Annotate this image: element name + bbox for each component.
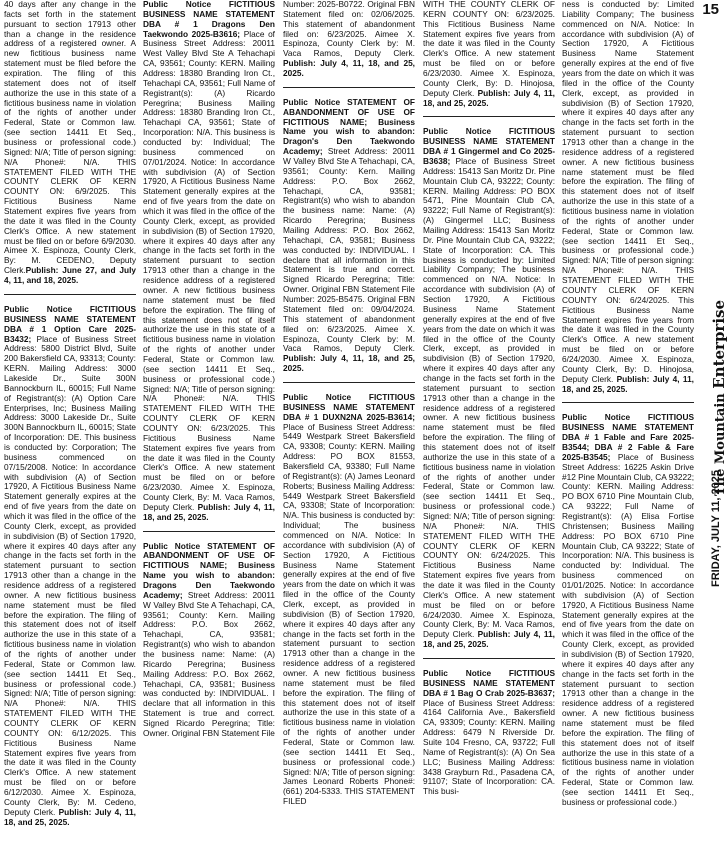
legal-notice [143, 0, 275, 523]
notice-body: Street Address: 20011 W Valley Blvd Ste A Tehachapi, CA, 93561; County: Kern. Mailing Address: P.O. Box 2662, Tehachapi, CA, 93581; Registrant(s) who wish to abandon the business name: Name: (A) Ricardo Peregrina; Business Mailing Address: P.O. Box 2662, Tehachapi, CA, 93581; Business was conducted by: INDIVIDUAL. I declare that all information in this Statement is true and correct. Signed Ricardo Peregrina; Title: Owner. Original FBN Statement File Number: 2025-B5475. Original FBN Statement filed on: 09/04/2024. This statement of abandonment filed on: 6/23/2025. Aimee X. Espinoza, County Clerk by: M. Vaca Ramos, Deputy Clerk. [283, 146, 415, 354]
notice-body: Street Address: 20011 W Valley Blvd Ste A Tehachapi, CA, 93561; County: Kern. Mailing Address: P.O. Box 2662, Tehachapi, CA, 93581; Registrant(s) who wish to abandon the business name: Name: (A) Ricardo Peregrina; Business Mailing Address: P.O. Box 2662, Tehachapi, CA, 93581; Business was conducted by: INDIVIDUAL. I declare that all information in this Statement is true and correct. Signed Ricardo Peregrina; Title: Owner. Original FBN Statement File [143, 589, 275, 738]
notice-continuation [562, 0, 694, 394]
notice-column [562, 0, 694, 852]
legal-notice [143, 542, 275, 739]
notice-column [143, 0, 275, 852]
publish-dates: Publish: July 4, 11, 18, and 25, 2025. [283, 58, 415, 79]
notice-body: Place of Business Street Address: 5800 District Blvd, Suite 200 Bakersfield CA, 93313; County: KERN. Mailing Address: 3000 Lakeside Dr., Suite 300N Bannockburn IL, 60015; Full Name of Registrant(s): (A) Option Care Enterprises, Inc; Business Mailing Address: 3000 Lakeside Dr., Suite 300N Bannockburn IL, 60015; State of Incorporation: DE. This business is conducted by: Corporation; The business commenced on 07/15/2008. Notice: In accordance with subdivision (A) of Section 17920, A Fictitious Business Name Statement generally expires at the end of five years from the date on which it was filed in the office of the County Clerk, except, as provided in subdivision (B) of Section 17920, where it expires 40 days after any change in the facts set forth in the statement pursuant to section 17913 other than a change in the residence address of a registered owner. A new fictitious business name statement must be filed before the expiration. The filing of this statement does not of itself authorize the use in this state of a fictitious business name in violation of the rights of another under Federal, State or Common law. (see section 14411 Et Seq., business or professional code.) Signed: N/A; Title of person signing: N/A Phone#: N/A. THIS STATEMENT FILED WITH THE COUNTY CLERK OF KERN COUNTY ON: 6/12/2025. This Fictitious Business Name Statement expires five years from the date it was filed in the County Clerk's Office. A new statement must be filed on or before 6/12/2030. Aimee X. Espinoza, County Clerk, By: M. Cedeno, Deputy Clerk. [4, 333, 136, 817]
notice-body: ness is conducted by: Limited Liability Company; The business commenced on N/A. Notice: In accordance with subdivision (A) of Section 17920, A Fictitious Business Name Statement generally expires at the end of five years from the date on which it was filed in the office of the County Clerk, except, as provided in subdivision (B) of Section 17920, where it expires 40 days after any change in the facts set forth in the statement pursuant to section 17913 other than a change in the residence address of a registered owner. A new fictitious business name statement must be filed before the expiration. The filing of this statement does not of itself authorize the use in this state of a fictitious business name in violation of the rights of another under Federal, State or Common law. (see section 14411 Et Seq., business or professional code.) Signed: N/A; Title of person signing: N/A Phone#: N/A. THIS STATEMENT FILED WITH THE COUNTY CLERK OF KERN COUNTY ON: 6/24/2025. This Fictitious Business Name Statement expires five years from the date it was filed in the County Clerk's Office. A new statement must be filed on or before 6/24/2030. Aimee X. Espinoza, County Clerk, By: D. Hinojosa, Deputy Clerk. [562, 0, 694, 384]
notice-heading: Public Notice STATEMENT OF ABANDONMENT OF USE OF FICTITIOUS NAME; Business Name you wish to abandon: Dragon's Den Taekwondo Academy; [283, 96, 415, 157]
notice-heading: Public Notice FICTITIOUS BUSINESS NAME STATEMENT DBA # 1 Fable and Fare 2025-B3544; DBA # 2 Fable & Fare 2025-B3545; [562, 412, 694, 462]
notice-column [283, 0, 415, 852]
notice-column [423, 0, 555, 852]
notice-heading: Public Notice STATEMENT OF ABANDONMENT OF USE OF FICTITIOUS NAME; Business Name you wish to abandon: Dragons Den Taekwondo Academy; [143, 540, 275, 600]
newspaper-masthead [710, 300, 728, 496]
masthead-main: Enterprise [710, 299, 728, 389]
notice-divider [423, 116, 555, 117]
notice-divider [562, 402, 694, 403]
notice-body: Place of Business Street Address: 20011 West Valley Blvd Ste A Tehachapi CA, 93561; County: KERN. Mailing Address: 18380 Branding Iron Ct., Tehachapi CA, 93561; Full Name of Registrant(s): (A) Ricardo Peregrina; Business Mailing Address: 18380 Branding Iron Ct., Tehachapi CA, 93561; State of Incorporation: N/A. This business is conducted by: Individual; The business commenced on 07/01/2024. Notice: In accordance with subdivision (A) of Section 17920, A Fictitious Business Name Statement generally expires at the end of five years from the date on which it was filed in the office of the County Clerk, except, as provided in subdivision (B) of Section 17920, where it expires 40 days after any change in the facts set forth in the statement pursuant to section 17913 other than a change in the residence address of a registered owner. A new fictitious business name statement must be filed before the expiration. The filing of this statement does not of itself authorize the use in this state of a fictitious business name in violation of the rights of another under Federal, State or Common law. (see section 14411 Et Seq., business or professional code.) Signed: N/A; Title of person signing: N/A Phone#: N/A. THIS STATEMENT FILED WITH THE COUNTY CLERK OF KERN COUNTY ON: 6/23/2025. This Fictitious Business Name Statement expires five years from the date it was filed in the County Clerk's Office. A new statement must be filed on or before 6/23/2030. Aimee X. Espinoza, County Clerk, By: M. Vaca Ramos, Deputy Clerk. [143, 28, 275, 512]
notice-body: Place of Business Street Address: 15413 San Moritz Dr. Pine Mountain Club CA, 93222; County: KERN. Mailing Address: PO BOX 5471, Pine Mountain Club CA, 93222; Full Name of Registrant(s): (A) Gingermel LLC; Business Mailing Address: 15413 San Moritz Dr. Pine Mountain Club CA, 93222; State of Incorporation: CA. This business is conducted by: Limited Liability Company; The business commenced on N/A. Notice: In accordance with subdivision (A) of Section 17920, A Fictitious Business Name Statement generally expires at the end of five years from the date on which it was filed in the office of the County Clerk, except, as provided in subdivision (B) of Section 17920, where it expires 40 days after any change in the facts set forth in the statement pursuant to section 17913 other than a change in the residence address of a registered owner. A new fictitious business name statement must be filed before the expiration. The filing of this statement does not of itself authorize the use in this state of a fictitious business name in violation of the rights of another under Federal, State or Common law. (see section 14411 Et Seq., business or professional code.) Signed: N/A; Title of person signing: N/A Phone#: N/A. THIS STATEMENT FILED WITH THE COUNTY CLERK OF KERN COUNTY ON: 6/24/2025. This Fictitious Business Name Statement expires five years from the date it was filed in the County Clerk's Office. A new statement must be filed on or before 6/24/2030. Aimee X. Espinoza, County Clerk, By: M. Vaca Ramos, Deputy Clerk. [423, 156, 555, 640]
legal-notice [562, 413, 694, 807]
notice-continuation [4, 0, 136, 286]
masthead-prefix: The Mountain [713, 388, 728, 496]
legal-notice [423, 127, 555, 650]
publish-dates: Publish: June 27, and July 4, 11, and 18, 2025. [4, 265, 136, 286]
notice-body: Place of Business Street Address: 16225 Askin Drive #12 Pine Mountain Club, CA 93222; County: KERN. Mailing Address: PO BOX 6710 Pine Mountain Club, CA 93222; Full Name of Registrant(s): (A) Elisa Fortise Christensen; Business Mailing Address: PO BOX 6710 Pine Mountain Club, CA 93222; State of Incorporation: N/A. This business is conducted by: Individual. The business commenced on 01/01/2025. Notice: In accordance with subdivision (A) of Section 17920, A Fictitious Business Name Statement generally expires at the end of five years from the date on which it was filed in the office of the County Clerk, except, as provided in subdivision (B) of Section 17920, where it expires 40 days after any change in the facts set forth in the statement pursuant to section 17913 other than a change in the residence address of a registered owner. A new fictitious business name statement must be filed before the expiration. The filing of this statement does not of itself authorize the use in this state of a fictitious business name in violation of the rights of another under Federal, State or Common law. (see section 14411 Et Seq., business or professional code.) [562, 451, 694, 807]
notice-divider [423, 658, 555, 659]
notice-continuation [423, 0, 555, 108]
notice-heading: Public Notice FICTITIOUS BUSINESS NAME STATEMENT DBA # 1 Option Care 2025-B3432; [4, 303, 136, 344]
notice-divider [4, 294, 136, 295]
notice-body: 40 days after any change in the facts set forth in the statement pursuant to section 17913 other than a change in the residence address of a registered owner. A new fictitious business name statement must be filed before the expiration. The filing of this statement does not of itself authorize the use in this state of a fictitious business name in violation of the rights of another under Federal, State or Common law. (see section 14411 Et Seq., business or professional code.) Signed: N/A; Title of person signing: N/A Phone#: N/A. THIS STATEMENT FILED WITH THE COUNTY CLERK OF KERN COUNTY ON: 6/9/2025. This Fictitious Business Name Statement expires five years from the date it was filed in the County Clerk's Office. A new statement must be filed on or before 6/9/2030. Aimee X. Espinoza, County Clerk, By: M. CEDENO, Deputy Clerk. [4, 0, 136, 276]
publish-dates: Publish: July 4, 11, 18, and 25, 2025. [423, 629, 555, 650]
page-number: 15 [702, 1, 719, 18]
dateline: FRIDAY, JULY 11, 2025 [710, 469, 722, 587]
page-sidebar [698, 0, 728, 852]
notice-continuation [283, 0, 415, 79]
notice-body: Place of Business Street Address: 4164 California Ave., Bakersfield CA, 93309; County: KERN. Mailing Address: 6479 N Riverside Dr. Suite 104 Fresno, CA, 93722; Full Name of Registrant(s): (A) On Sea LLC; Business Mailing Address: 3438 Grayburn Rd., Pasadena CA, 91107; State of Incorporation: CA. This busi- [423, 697, 555, 797]
publish-dates: Publish: July 4, 11, 18, and 25, 2025. [562, 373, 694, 394]
notice-divider [143, 531, 275, 532]
notice-body: WITH THE COUNTY CLERK OF KERN COUNTY ON: 6/23/2025. This Fictitious Business Name Statement expires five years from the date it was filed in the County Clerk's Office. A new statement must be filed on or before 6/23/2030. Aimee X. Espinoza, County Clerk, By: D. Hinojosa, Deputy Clerk. [423, 0, 555, 98]
legal-notice [283, 393, 415, 807]
notice-body: Number: 2025-B0722. Original FBN Statement filed on: 02/06/2025. This statement of abandonment filed on: 6/23/2025. Aimee X. Espinoza, County Clerk by: M. Vaca Ramos, Deputy Clerk. [283, 0, 415, 59]
legal-notice [4, 305, 136, 828]
notice-divider [283, 382, 415, 383]
publish-dates: Publish: July 4, 11, 18, and 25, 2025. [423, 87, 555, 108]
publish-dates: Publish: July 4, 11, 18, and 25, 2025. [283, 353, 415, 374]
publish-dates: Publish: July 4, 11, 18, and 25, 2025. [4, 806, 136, 827]
legal-notice [423, 669, 555, 797]
notice-body: Place of Business Street Address: 5449 Westpark Street Bakersfield CA, 93308; County: KERN. Mailing Address: PO BOX 81553, Bakersfield CA, 93380; Full Name of Registrant(s): (A) James Leonard Roberts; Business Mailing Address: 5449 Westpark Street Bakersfield CA, 93308; State of Incorporation: N/A. This business is conducted by: Individual; The business commenced on N/A. Notice: In accordance with subdivision (A) of Section 17920, A Fictitious Business Name Statement generally expires at the end of five years from the date on which it was filed in the office of the County Clerk, except, as provided in subdivision (B) of Section 17920, where it expires 40 days after any change in the facts set forth in the statement pursuant to section 17913 other than a change in the residence address of a registered owner. A new fictitious business name statement must be filed before the expiration. The filing of this statement does not of itself authorize the use in this state of a fictitious business name in violation of the rights of another under Federal, State or Common law. (see section 14411 Et Seq., business or professional code.) Signed: N/A; Title of person signing: James Leonard Roberts Phone#: (661) 204-5333. THIS STATEMENT FILED [283, 421, 415, 807]
notice-divider [283, 87, 415, 88]
notice-heading: Public Notice FICTITIOUS BUSINESS NAME STATEMENT DBA # 1 DUXN2NA 2025-B3614; [283, 391, 415, 422]
legal-notice [283, 98, 415, 374]
notice-heading: Public Notice FICTITIOUS BUSINESS NAME STATEMENT DBA # 1 Gingermel and Co 2025-B3638; [423, 126, 555, 167]
notice-heading: Public Notice FICTITIOUS BUSINESS NAME STATEMENT DBA # 1 Bag O Crab 2025-B3637; [423, 668, 555, 698]
publish-dates: Publish: July 4, 11, 18, and 25, 2025. [143, 501, 275, 522]
notice-column [4, 0, 136, 852]
notice-heading: Public Notice FICTITIOUS BUSINESS NAME STATEMENT DBA # 1 Dragons Den Taekwondo 2025-B3616; [143, 0, 275, 39]
